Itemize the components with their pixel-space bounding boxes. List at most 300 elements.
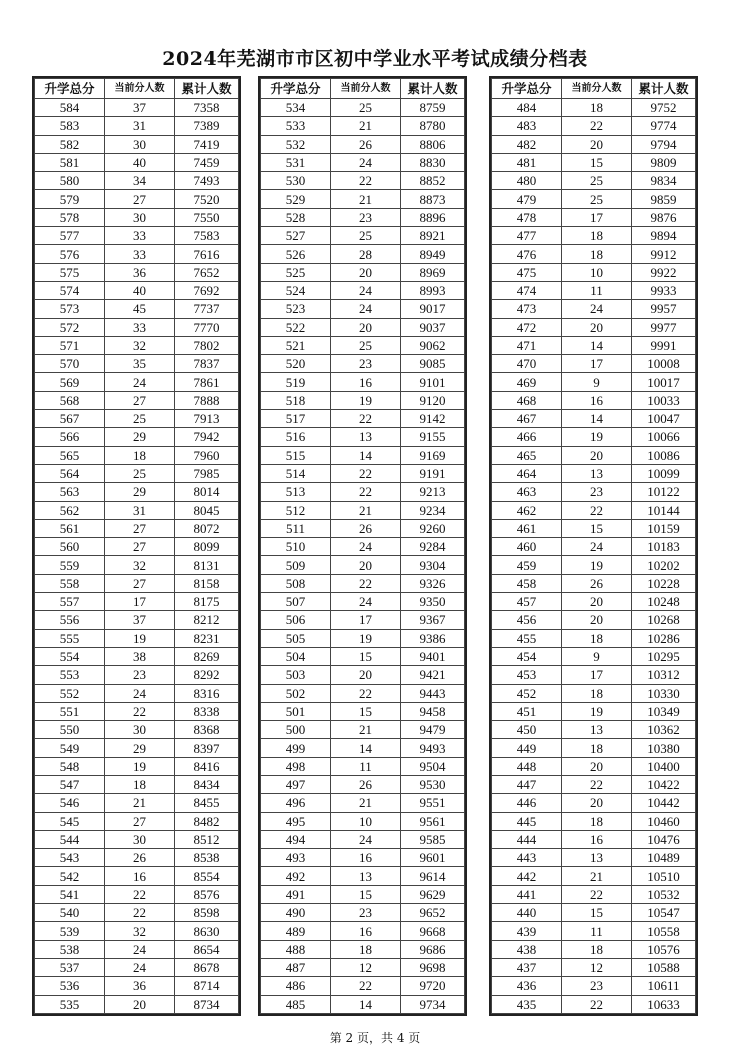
cumulative-cell: 7837 [175,355,239,373]
cumulative-cell: 7493 [175,172,239,190]
cumulative-cell: 10086 [632,446,696,464]
cumulative-cell: 8175 [175,593,239,611]
count-cell: 36 [105,977,175,995]
table-row [261,355,465,373]
score-cell: 492 [261,867,331,885]
count-cell: 26 [331,135,401,153]
score-cell: 462 [492,501,562,519]
cumulative-cell: 10202 [632,556,696,574]
count-cell: 20 [331,263,401,281]
cumulative-cell: 9734 [401,995,465,1013]
cumulative-cell: 9530 [401,775,465,793]
table-row [35,721,239,739]
cumulative-cell: 9386 [401,629,465,647]
score-cell: 516 [261,428,331,446]
table-row [492,501,696,519]
cumulative-cell: 8014 [175,483,239,501]
score-table-1 [32,76,241,1016]
table-row [261,263,465,281]
score-cell: 556 [35,611,105,629]
score-cell: 446 [492,794,562,812]
count-cell: 20 [562,794,632,812]
cumulative-cell: 10268 [632,611,696,629]
cumulative-cell: 8045 [175,501,239,519]
table-row [261,977,465,995]
count-cell: 24 [105,958,175,976]
cumulative-cell: 10510 [632,867,696,885]
score-cell: 517 [261,410,331,428]
table-row [492,812,696,830]
score-cell: 510 [261,538,331,556]
table-row [261,647,465,665]
table-row [492,647,696,665]
score-cell: 567 [35,410,105,428]
cumulative-cell: 10400 [632,757,696,775]
count-cell: 15 [562,153,632,171]
cumulative-cell: 9977 [632,318,696,336]
score-cell: 435 [492,995,562,1013]
cumulative-cell: 8969 [401,263,465,281]
cumulative-cell: 9017 [401,300,465,318]
score-cell: 522 [261,318,331,336]
score-cell: 448 [492,757,562,775]
count-cell: 10 [562,263,632,281]
cumulative-cell: 8654 [175,940,239,958]
cumulative-cell: 9284 [401,538,465,556]
score-cell: 540 [35,904,105,922]
table-row [261,391,465,409]
table-row [492,940,696,958]
count-cell: 18 [562,739,632,757]
count-cell: 18 [331,940,401,958]
count-cell: 23 [331,904,401,922]
score-cell: 548 [35,757,105,775]
table-row [492,867,696,885]
table-row [492,172,696,190]
cumulative-cell: 9834 [632,172,696,190]
score-cell: 530 [261,172,331,190]
count-cell: 24 [562,300,632,318]
cumulative-cell: 8231 [175,629,239,647]
table-row [261,629,465,647]
table-row [492,574,696,592]
cumulative-cell: 9561 [401,812,465,830]
table-row [35,849,239,867]
cumulative-cell: 8734 [175,995,239,1013]
count-cell: 19 [562,428,632,446]
score-cell: 571 [35,336,105,354]
score-cell: 494 [261,830,331,848]
score-cell: 460 [492,538,562,556]
count-cell: 13 [562,849,632,867]
score-cell: 500 [261,721,331,739]
table-row [492,830,696,848]
table-row [35,245,239,263]
cumulative-cell: 9752 [632,99,696,117]
cumulative-cell: 9213 [401,483,465,501]
table-row [35,464,239,482]
table-row [35,885,239,903]
cumulative-cell: 8072 [175,519,239,537]
cumulative-cell: 9085 [401,355,465,373]
score-cell: 515 [261,446,331,464]
cumulative-cell: 10312 [632,666,696,684]
score-cell: 473 [492,300,562,318]
cumulative-cell: 10017 [632,373,696,391]
table-row [492,757,696,775]
cumulative-cell: 10286 [632,629,696,647]
cumulative-cell: 8852 [401,172,465,190]
table-row [35,355,239,373]
score-cell: 553 [35,666,105,684]
table-row [261,483,465,501]
cumulative-cell: 8131 [175,556,239,574]
count-cell: 21 [105,794,175,812]
count-cell: 24 [331,593,401,611]
score-cell: 511 [261,519,331,537]
cumulative-cell: 8806 [401,135,465,153]
count-cell: 17 [562,666,632,684]
table-row [35,483,239,501]
score-cell: 451 [492,702,562,720]
count-cell: 25 [331,99,401,117]
count-cell: 20 [562,593,632,611]
cumulative-cell: 8873 [401,190,465,208]
count-cell: 13 [331,867,401,885]
table-row [261,721,465,739]
table-row [261,464,465,482]
table-row [35,538,239,556]
score-cell: 459 [492,556,562,574]
cumulative-cell: 10489 [632,849,696,867]
cumulative-cell: 9504 [401,757,465,775]
table-row [261,958,465,976]
score-cell: 584 [35,99,105,117]
cumulative-cell: 10183 [632,538,696,556]
score-cell: 557 [35,593,105,611]
table-row [492,117,696,135]
count-cell: 22 [562,117,632,135]
score-cell: 458 [492,574,562,592]
cumulative-cell: 10248 [632,593,696,611]
count-cell: 16 [331,922,401,940]
table-row [261,519,465,537]
count-cell: 11 [562,281,632,299]
column-header: 累计人数 [401,79,465,99]
table-row [261,757,465,775]
table-row [261,300,465,318]
score-cell: 508 [261,574,331,592]
count-cell: 24 [105,373,175,391]
cumulative-cell: 8949 [401,245,465,263]
table-row [35,153,239,171]
score-cell: 569 [35,373,105,391]
score-cell: 519 [261,373,331,391]
count-cell: 17 [105,593,175,611]
table-row [35,757,239,775]
cumulative-cell: 9698 [401,958,465,976]
cumulative-cell: 9326 [401,574,465,592]
score-cell: 526 [261,245,331,263]
table-row [261,99,465,117]
score-cell: 496 [261,794,331,812]
count-cell: 15 [331,702,401,720]
score-cell: 523 [261,300,331,318]
table-row [492,410,696,428]
count-cell: 25 [331,227,401,245]
score-cell: 576 [35,245,105,263]
table-row [35,830,239,848]
count-cell: 22 [562,501,632,519]
cumulative-cell: 9350 [401,593,465,611]
score-cell: 533 [261,117,331,135]
count-cell: 15 [562,519,632,537]
cumulative-cell: 9957 [632,300,696,318]
score-cell: 535 [35,995,105,1013]
score-cell: 471 [492,336,562,354]
table-row [35,227,239,245]
score-cell: 561 [35,519,105,537]
score-cell: 463 [492,483,562,501]
score-cell: 444 [492,830,562,848]
table-row [492,391,696,409]
table-row [261,281,465,299]
table-row [35,281,239,299]
score-cell: 445 [492,812,562,830]
cumulative-cell: 7942 [175,428,239,446]
count-cell: 21 [562,867,632,885]
score-cell: 566 [35,428,105,446]
cumulative-cell: 10532 [632,885,696,903]
count-cell: 18 [105,446,175,464]
count-cell: 20 [331,666,401,684]
table-row [261,830,465,848]
table-row [492,519,696,537]
cumulative-cell: 8397 [175,739,239,757]
cumulative-cell: 9629 [401,885,465,903]
cumulative-cell: 8292 [175,666,239,684]
table-row [261,775,465,793]
cumulative-cell: 8416 [175,757,239,775]
count-cell: 27 [105,812,175,830]
table-row [35,739,239,757]
table-row [35,574,239,592]
cumulative-cell: 10099 [632,464,696,482]
score-cell: 573 [35,300,105,318]
score-cell: 551 [35,702,105,720]
cumulative-cell: 9859 [632,190,696,208]
cumulative-cell: 10349 [632,702,696,720]
count-cell: 40 [105,153,175,171]
score-cell: 558 [35,574,105,592]
cumulative-cell: 9686 [401,940,465,958]
table-row [261,922,465,940]
count-cell: 20 [331,556,401,574]
table-row [35,775,239,793]
score-cell: 521 [261,336,331,354]
cumulative-cell: 9062 [401,336,465,354]
score-cell: 547 [35,775,105,793]
cumulative-cell: 9809 [632,153,696,171]
cumulative-cell: 9191 [401,464,465,482]
table-row [261,593,465,611]
cumulative-cell: 8921 [401,227,465,245]
table-row [35,373,239,391]
table-row [492,721,696,739]
count-cell: 24 [331,830,401,848]
cumulative-cell: 9037 [401,318,465,336]
cumulative-cell: 8434 [175,775,239,793]
score-cell: 464 [492,464,562,482]
count-cell: 17 [562,208,632,226]
cumulative-cell: 9585 [401,830,465,848]
score-cell: 527 [261,227,331,245]
table-row [261,611,465,629]
score-cell: 524 [261,281,331,299]
count-cell: 36 [105,263,175,281]
table-row [261,172,465,190]
count-cell: 30 [105,721,175,739]
cumulative-cell: 7550 [175,208,239,226]
cumulative-cell: 10330 [632,684,696,702]
cumulative-cell: 7616 [175,245,239,263]
cumulative-cell: 8338 [175,702,239,720]
cumulative-cell: 9933 [632,281,696,299]
score-cell: 509 [261,556,331,574]
score-cell: 546 [35,794,105,812]
cumulative-cell: 8714 [175,977,239,995]
table-row [492,446,696,464]
score-cell: 472 [492,318,562,336]
score-cell: 503 [261,666,331,684]
cumulative-cell: 8830 [401,153,465,171]
table-row [261,556,465,574]
cumulative-cell: 10159 [632,519,696,537]
count-cell: 23 [105,666,175,684]
column-header: 当前分人数 [105,79,175,99]
table-row [261,666,465,684]
count-cell: 23 [562,977,632,995]
cumulative-cell: 8630 [175,922,239,940]
table-row [35,922,239,940]
count-cell: 19 [562,702,632,720]
score-cell: 501 [261,702,331,720]
count-cell: 24 [562,538,632,556]
count-cell: 11 [562,922,632,940]
count-cell: 32 [105,922,175,940]
score-cell: 452 [492,684,562,702]
score-cell: 437 [492,958,562,976]
score-cell: 469 [492,373,562,391]
count-cell: 22 [331,684,401,702]
count-cell: 30 [105,135,175,153]
count-cell: 24 [105,684,175,702]
count-cell: 26 [562,574,632,592]
cumulative-cell: 9479 [401,721,465,739]
cumulative-cell: 7459 [175,153,239,171]
cumulative-cell: 9101 [401,373,465,391]
score-cell: 484 [492,99,562,117]
count-cell: 24 [331,281,401,299]
score-cell: 532 [261,135,331,153]
cumulative-cell: 10576 [632,940,696,958]
cumulative-cell: 10422 [632,775,696,793]
cumulative-cell: 10144 [632,501,696,519]
table-row [261,794,465,812]
score-cell: 489 [261,922,331,940]
cumulative-cell: 7520 [175,190,239,208]
cumulative-cell: 9876 [632,208,696,226]
table-row [261,501,465,519]
table-row [492,263,696,281]
score-cell: 441 [492,885,562,903]
score-cell: 485 [261,995,331,1013]
score-cell: 483 [492,117,562,135]
score-cell: 447 [492,775,562,793]
score-cell: 582 [35,135,105,153]
column-header: 当前分人数 [562,79,632,99]
table-row [35,593,239,611]
table-row [492,739,696,757]
cumulative-cell: 7389 [175,117,239,135]
score-cell: 507 [261,593,331,611]
count-cell: 14 [331,995,401,1013]
score-cell: 506 [261,611,331,629]
score-cell: 518 [261,391,331,409]
count-cell: 20 [562,446,632,464]
table-row [261,995,465,1013]
count-cell: 19 [331,391,401,409]
score-table-3 [489,76,698,1016]
score-cell: 554 [35,647,105,665]
table-row [35,812,239,830]
table-row [35,666,239,684]
count-cell: 22 [562,775,632,793]
score-cell: 479 [492,190,562,208]
cumulative-cell: 10295 [632,647,696,665]
table-row [35,995,239,1013]
count-cell: 26 [331,519,401,537]
cumulative-cell: 8099 [175,538,239,556]
cumulative-cell: 9614 [401,867,465,885]
cumulative-cell: 9260 [401,519,465,537]
count-cell: 10 [331,812,401,830]
count-cell: 19 [105,629,175,647]
score-cell: 442 [492,867,562,885]
table-row [35,940,239,958]
cumulative-cell: 7692 [175,281,239,299]
table-row [261,849,465,867]
table-row [261,245,465,263]
table-row [35,410,239,428]
count-cell: 12 [562,958,632,976]
cumulative-cell: 9169 [401,446,465,464]
score-cell: 536 [35,977,105,995]
cumulative-cell: 10460 [632,812,696,830]
count-cell: 22 [331,464,401,482]
table-row [35,172,239,190]
table-row [492,958,696,976]
score-cell: 555 [35,629,105,647]
table-row [261,336,465,354]
table-row [492,556,696,574]
table-row [35,263,239,281]
score-cell: 577 [35,227,105,245]
score-cell: 505 [261,629,331,647]
count-cell: 22 [331,574,401,592]
table-row [492,99,696,117]
count-cell: 26 [331,775,401,793]
